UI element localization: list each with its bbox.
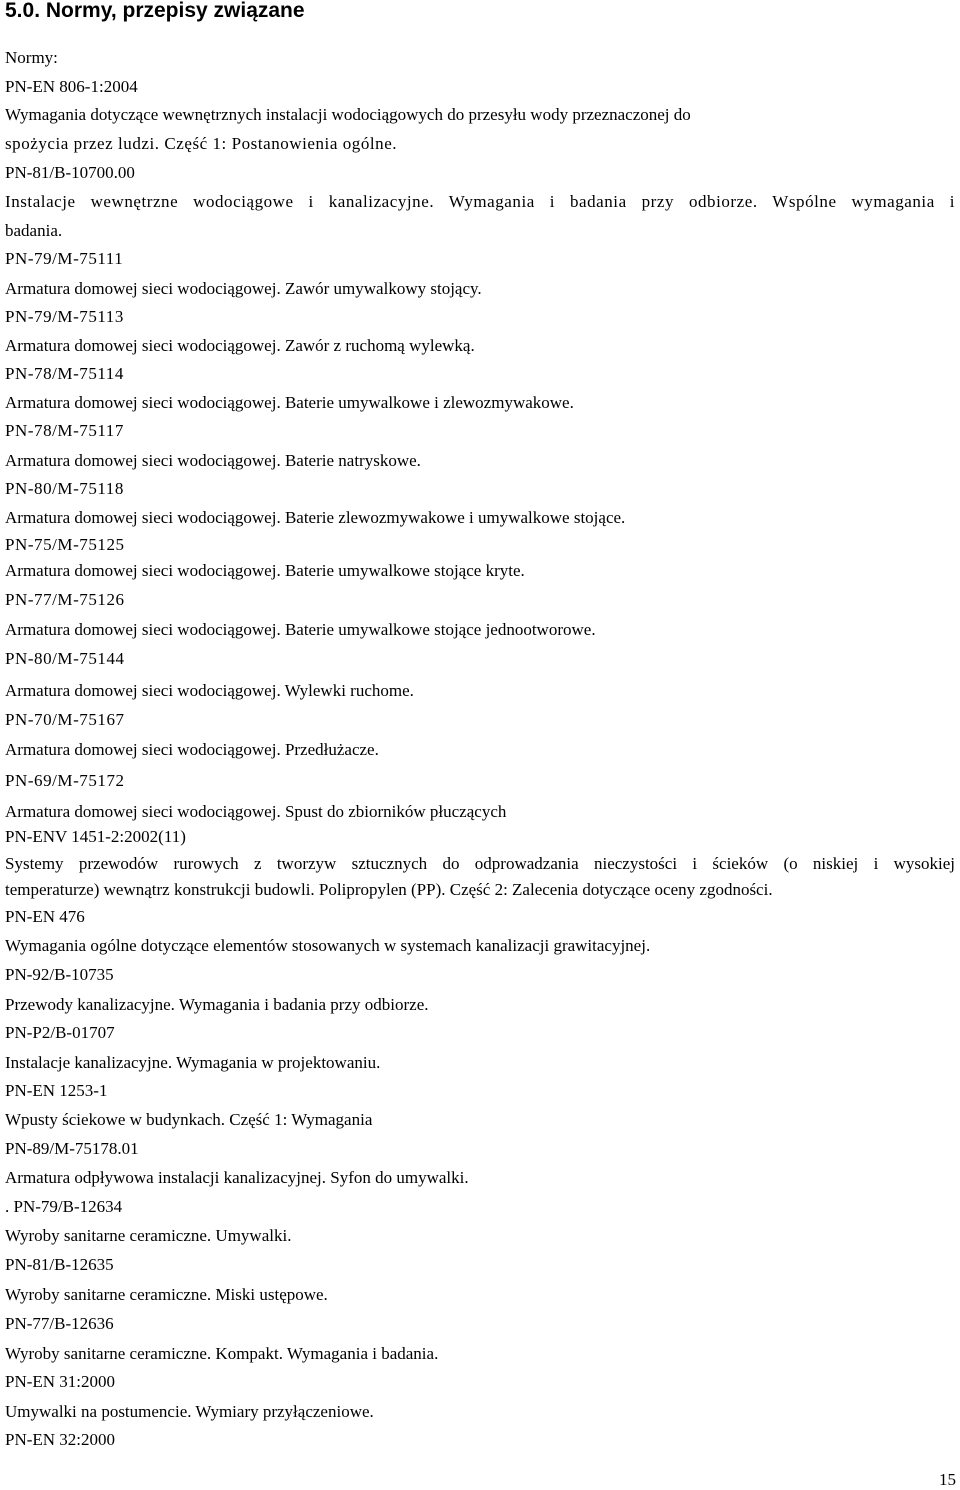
text-line: PN-EN 806-1:2004: [5, 77, 138, 96]
text-line: Wymagania dotyczące wewnętrznych instalacji wodociągowych do przesyłu wody przeznaczonej do: [5, 105, 691, 124]
text-line: Armatura domowej sieci wodociągowej. Baterie umywalkowe stojące jednootworowe.: [5, 620, 596, 639]
text-line: Instalacje kanalizacyjne. Wymagania w projektowaniu.: [5, 1053, 381, 1072]
text-line: Armatura odpływowa instalacji kanalizacyjnej. Syfon do umywalki.: [5, 1168, 469, 1187]
text-line: PN-79/M-75113: [5, 307, 124, 326]
text-line: PN-69/M-75172: [5, 771, 125, 790]
text-line: PN-EN 476: [5, 907, 85, 926]
text-line: PN-EN 1253-1: [5, 1081, 108, 1100]
text-line: Przewody kanalizacyjne. Wymagania i badania przy odbiorze.: [5, 995, 429, 1014]
section-title: 5.0. Normy, przepisy związane: [5, 0, 305, 22]
text-line: PN-P2/B-01707: [5, 1023, 115, 1042]
text-line: PN-78/M-75117: [5, 421, 124, 440]
text-line: Armatura domowej sieci wodociągowej. Baterie natryskowe.: [5, 451, 421, 470]
text-line: Armatura domowej sieci wodociągowej. Spust do zbiorników płuczących: [5, 802, 507, 821]
text-line: Armatura domowej sieci wodociągowej. Wylewki ruchome.: [5, 681, 414, 700]
page-number: 15: [939, 1470, 956, 1489]
text-line: Wyroby sanitarne ceramiczne. Kompakt. Wymagania i badania.: [5, 1344, 439, 1363]
text-line: PN-81/B-12635: [5, 1255, 114, 1274]
text-line: temperaturze) wewnątrz konstrukcji budowli. Polipropylen (PP). Część 2: Zalecenia dotyczące oceny zgodności.: [5, 880, 773, 899]
text-line: Armatura domowej sieci wodociągowej. Przedłużacze.: [5, 740, 379, 759]
text-line: PN-77/B-12636: [5, 1314, 114, 1333]
text-line: PN-EN 31:2000: [5, 1372, 116, 1391]
text-line: PN-80/M-75118: [5, 479, 124, 498]
text-line: PN-ENV 1451-2:2002(11): [5, 827, 186, 846]
text-line: Armatura domowej sieci wodociągowej. Baterie zlewozmywakowe i umywalkowe stojące.: [5, 508, 626, 527]
text-line: Armatura domowej sieci wodociągowej. Baterie umywalkowe stojące kryte.: [5, 561, 525, 580]
text-line: Instalacje wewnętrzne wodociągowe i kanalizacyjne. Wymagania i badania przy odbiorze. Wspólne wymagania i: [5, 192, 955, 211]
text-line: PN-EN 32:2000: [5, 1430, 116, 1449]
text-line: Systemy przewodów rurowych z tworzyw sztucznych do odprowadzania nieczystości i ścieków (o niskiej i wysokiej: [5, 854, 955, 873]
text-line: . PN-79/B-12634: [5, 1197, 123, 1216]
text-line: Armatura domowej sieci wodociągowej. Zawór umywalkowy stojący.: [5, 279, 482, 298]
text-line: Normy:: [5, 48, 58, 67]
text-line: PN-89/M-75178.01: [5, 1139, 139, 1158]
text-line: PN-80/M-75144: [5, 649, 125, 668]
text-line: Wpusty ściekowe w budynkach. Część 1: Wymagania: [5, 1110, 373, 1129]
text-line: PN-78/M-75114: [5, 364, 124, 383]
text-line: PN-70/M-75167: [5, 710, 125, 729]
text-line: PN-92/B-10735: [5, 965, 114, 984]
text-line: Wymagania ogólne dotyczące elementów stosowanych w systemach kanalizacji grawitacyjnej.: [5, 936, 651, 955]
text-line: PN-79/M-75111: [5, 249, 124, 268]
text-line: PN-75/M-75125: [5, 535, 125, 554]
text-line: Armatura domowej sieci wodociągowej. Baterie umywalkowe i zlewozmywakowe.: [5, 393, 574, 412]
text-line: Wyroby sanitarne ceramiczne. Umywalki.: [5, 1226, 292, 1245]
text-line: spożycia przez ludzi. Część 1: Postanowienia ogólne.: [5, 134, 398, 153]
text-line: Umywalki na postumencie. Wymiary przyłączeniowe.: [5, 1402, 374, 1421]
text-line: PN-81/B-10700.00: [5, 163, 135, 182]
text-line: Armatura domowej sieci wodociągowej. Zawór z ruchomą wylewką.: [5, 336, 475, 355]
text-line: Wyroby sanitarne ceramiczne. Miski ustępowe.: [5, 1285, 328, 1304]
text-line: badania.: [5, 221, 63, 240]
text-line: PN-77/M-75126: [5, 590, 125, 609]
